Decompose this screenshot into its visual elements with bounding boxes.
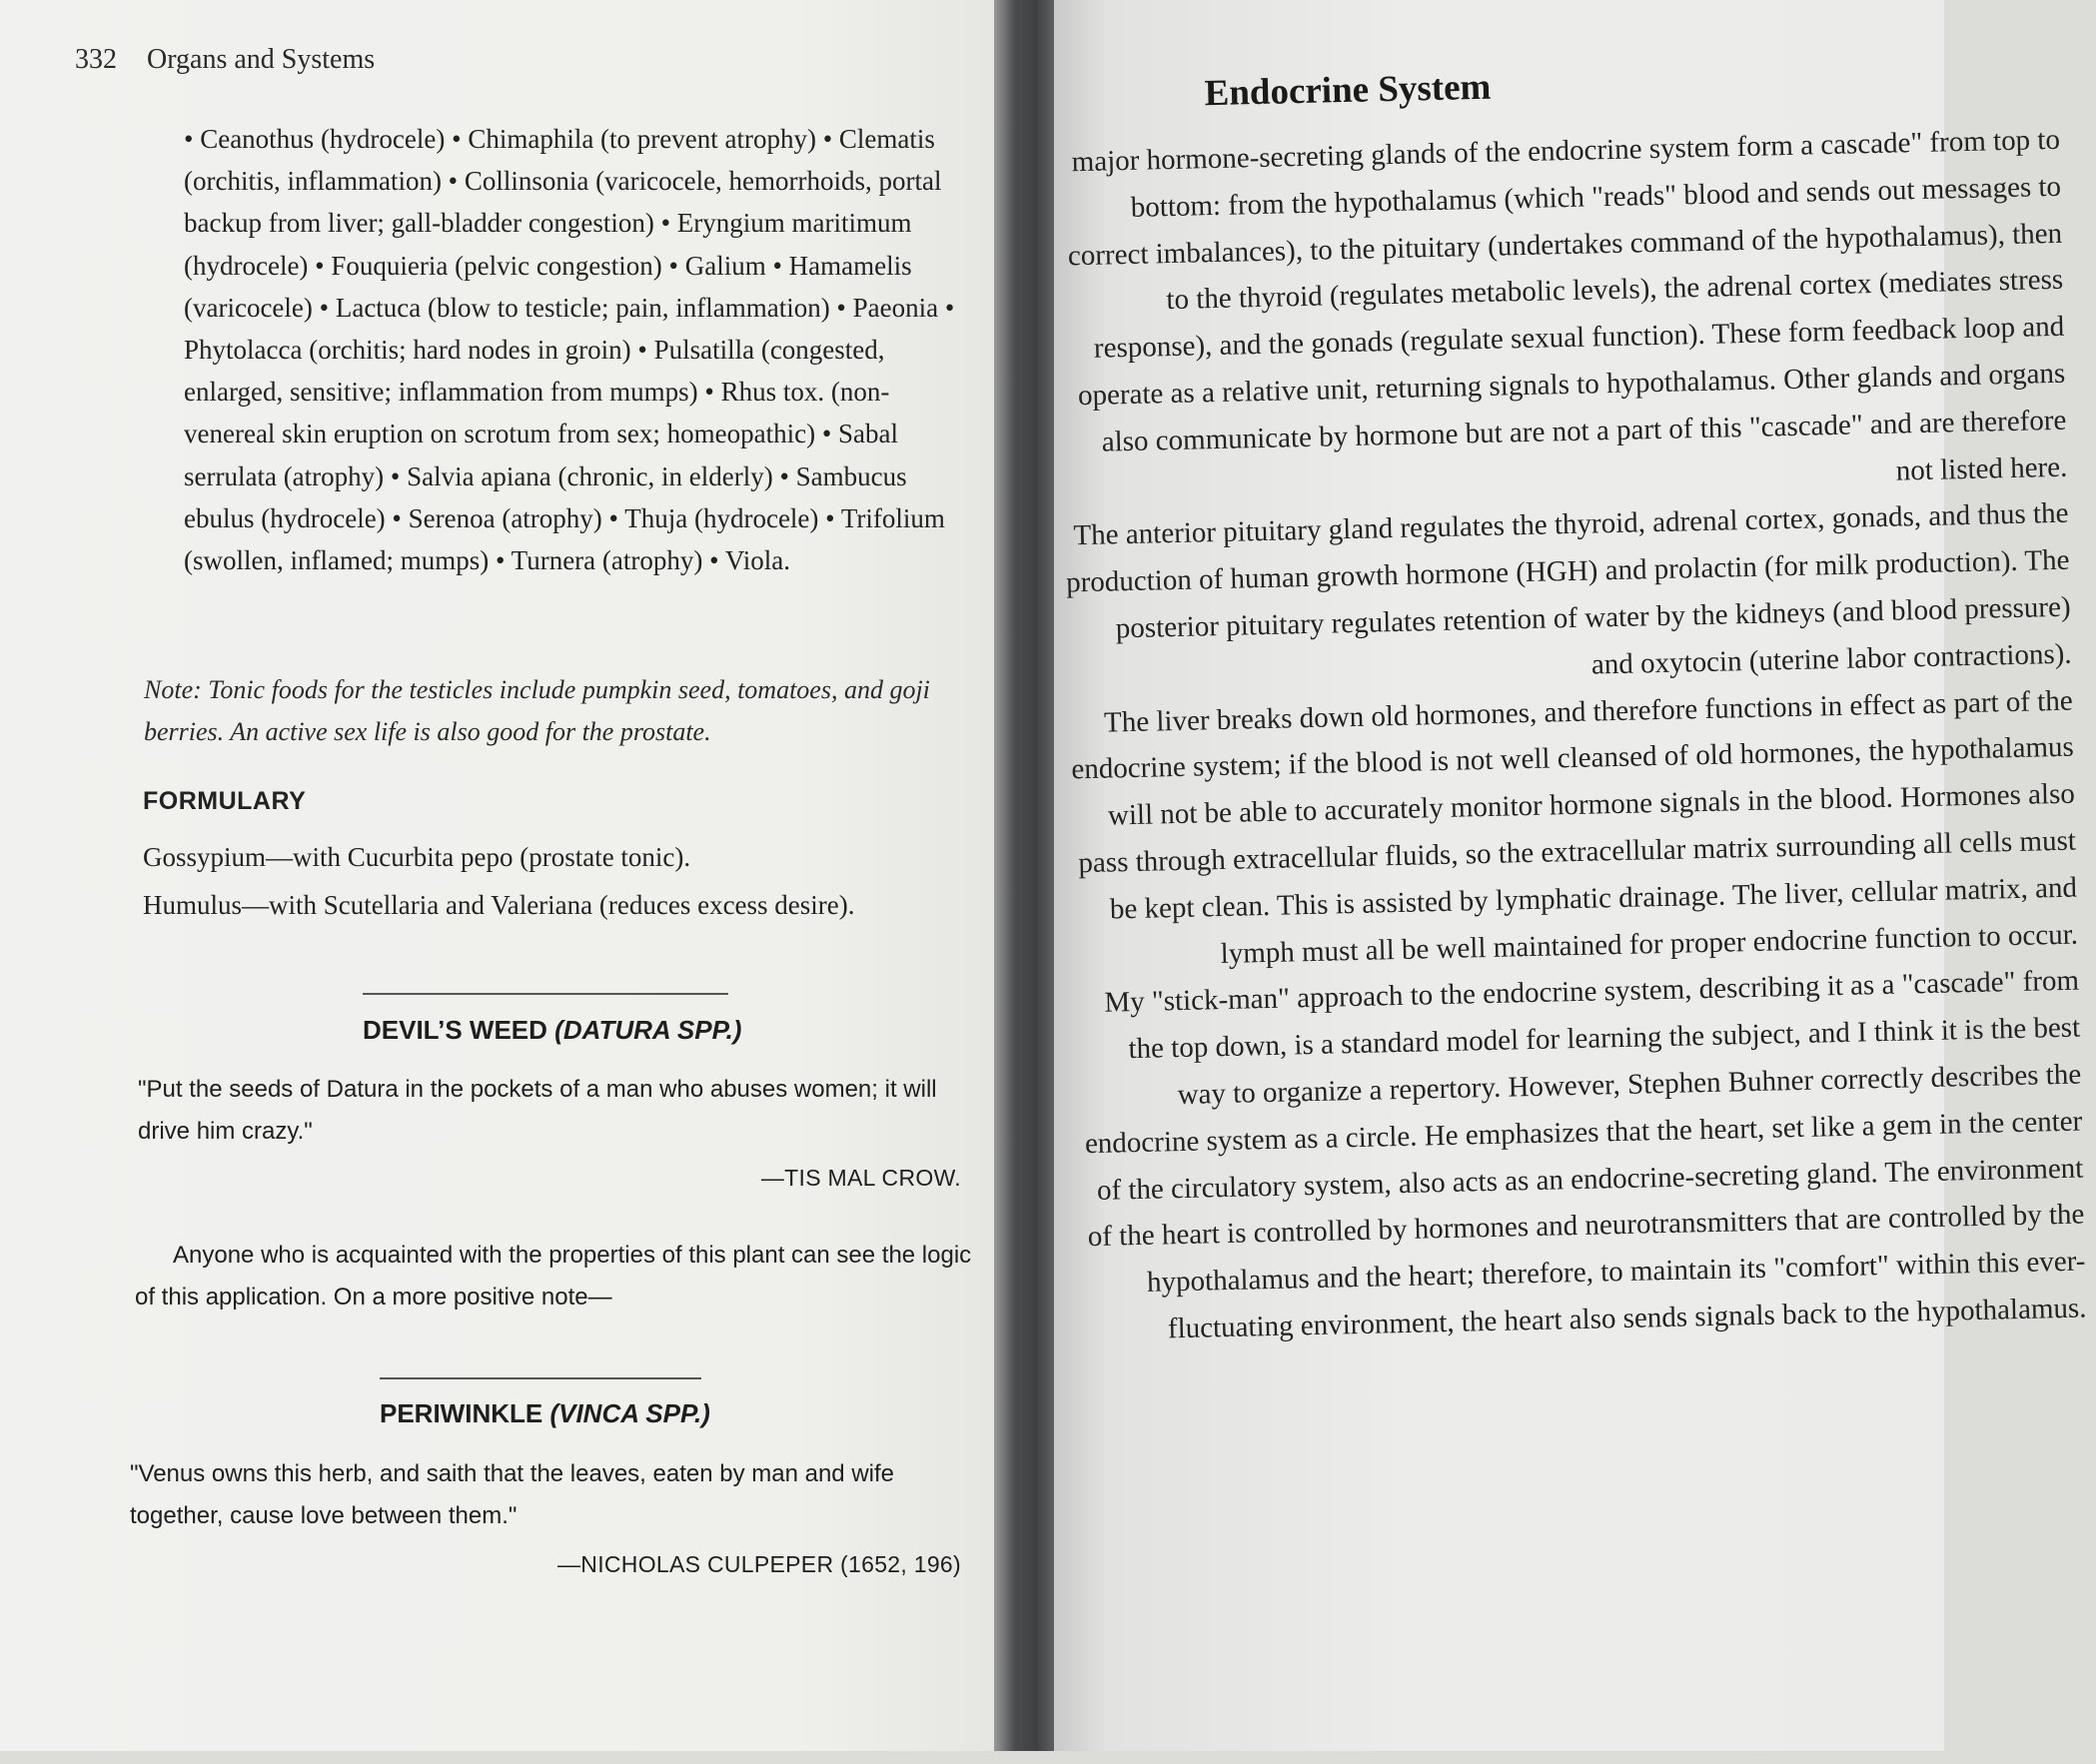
- left-page: [0, 0, 994, 1751]
- right-page: [1054, 0, 2087, 1751]
- devils-weed-attribution: —TIS MAL CROW.: [760, 1165, 961, 1191]
- running-head-title: Organs and Systems: [147, 44, 376, 75]
- note: Note: Tonic foods for the testicles include pumpkin seed, tomatoes, and goji berries. An active sex life is also good for the prostate.: [144, 675, 930, 746]
- endocrine-paragraph: The anterior pituitary gland regulates the thyroid, adrenal cortex, gonads, and thus the production of human growth hormone (HGH) and prolactin (for milk production). The posterior pituitary regulates retention of water by the kidneys (and blood pressure) and oxytocin (uterine labor contractions).: [1065, 497, 2072, 681]
- devils-weed-title: [363, 1015, 741, 1046]
- running-head: [75, 44, 375, 76]
- devils-weed-paragraph: Anyone who is acquainted with the properties of this plant can see the logic of this application. On a more positive note—: [135, 1242, 972, 1311]
- endocrine-body-text: [1056, 117, 2087, 1354]
- periwinkle-quote: "Venus owns this herb, and saith that the leaves, eaten by man and wife together, cause love between them.": [130, 1460, 894, 1529]
- periwinkle-title-main: PERIWINKLE: [380, 1398, 550, 1428]
- section-title: Endocrine System: [1204, 66, 1492, 115]
- endocrine-paragraph: My "stick-man" approach to the endocrine system, describing it as a "cascade" from the top down, is a standard model for learning the subject, and I think it is the best way to organize a repertory. However, Stephen Buhner correctly describes the endocrine system as a circle. He emphasizes that the heart, set like a gem in the center of the circulatory system, also acts as an endocrine-secreting gland. The environment of the heart is controlled by hormones and neurotransmitters that are controlled by the hypothalamus and the heart; therefore, to maintain its "comfort" within this ever-fluctuating environment, the heart also sends signals back to the hypothalamus.: [1084, 964, 2087, 1345]
- formulary-line: Humulus—with Scutellaria and Valeriana (reduces excess desire).: [143, 890, 855, 920]
- endocrine-paragraph: major hormone-secreting glands of the endocrine system form a cascade" from top to bottom: from the hypothalamus (which "reads" blood and sends out messages to correct imbalances), to the pituitary (undertakes command of the hypothalamus), then to the thyroid (regulates metabolic levels), the adrenal cortex (mediates stress response), and the gonads (regulate sexual function). These form feedback loop and operate as a relative unit, returning signals to hypothalamus. Other glands and organs also communicate by hormone but are not a part of this "cascade" and are therefore not listed here.: [1067, 123, 2068, 487]
- section-divider: [380, 1377, 701, 1379]
- endocrine-paragraph: The liver breaks down old hormones, and therefore functions in effect as part of the endocrine system; if the blood is not well cleansed of old hormones, the hypothalamus will not be able to accurately monitor hormone signals in the blood. Hormones also pass through extracellular fluids, so the extracellular matrix surrounding all cells must be kept clean. This is assisted by lymphatic drainage. The liver, cellular matrix, and lymph must all be well maintained for proper endocrine function to occur.: [1071, 684, 2079, 970]
- section-divider: [363, 993, 728, 995]
- formulary-list: [143, 833, 982, 929]
- devils-weed-title-main: DEVIL’S WEED: [363, 1015, 555, 1045]
- periwinkle-title: [380, 1398, 710, 1429]
- herb-list: • Ceanothus (hydrocele) • Chimaphila (to prevent atrophy) • Clematis (orchitis, inflammation) • Collinsonia (varicocele, hemorrhoids, portal backup from liver; gall-bladder congestion) • Eryngium maritimum (hydrocele) • Fouquieria (pelvic congestion) • Galium • Hamamelis (varicocele) • Lactuca (blow to testicle; pain, inflammation) • Paeonia • Phytolacca (orchitis; hard nodes in groin) • Pulsatilla (congested, enlarged, sensitive; inflammation from mumps) • Rhus tox. (non-venereal skin eruption on scrotum from sex; homeopathic) • Sabal serrulata (atrophy) • Salvia apiana (chronic, in elderly) • Sambucus ebulus (hydrocele) • Serenoa (atrophy) • Thuja (hydrocele) • Trifolium (swollen, inflamed; mumps) • Turnera (atrophy) • Viola.: [184, 124, 955, 576]
- devils-weed-quote: "Put the seeds of Datura in the pockets of a man who abuses women; it will drive him crazy.": [138, 1076, 937, 1145]
- formulary-line: Gossypium—with Cucurbita pepo (prostate tonic).: [143, 842, 691, 872]
- periwinkle-attribution: —NICHOLAS CULPEPER (1652, 196): [557, 1551, 961, 1577]
- page-number: 332: [75, 44, 117, 75]
- periwinkle-title-latin: (VINCA SPP.): [549, 1398, 710, 1428]
- formulary-heading: FORMULARY: [143, 787, 307, 815]
- devils-weed-title-latin: (DATURA SPP.): [554, 1015, 742, 1045]
